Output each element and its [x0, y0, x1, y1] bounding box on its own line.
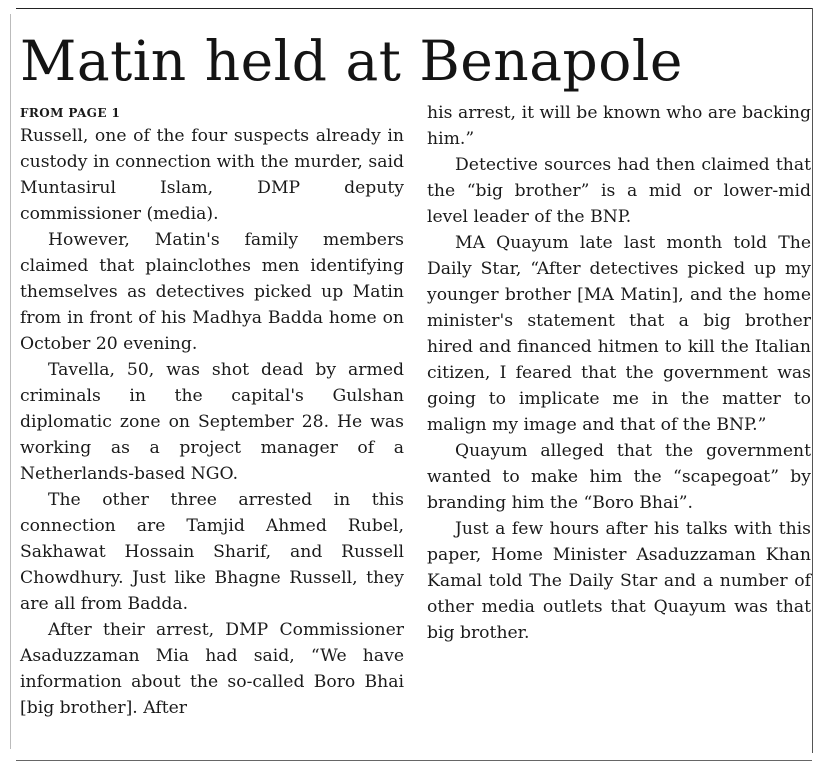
paragraph: his arrest, it will be known who are backing him.”: [427, 103, 811, 149]
paragraph: Russell, one of the four suspects already in custody in connection with the murder, said Muntasirul Islam, DMP deputy commissioner (media).: [20, 126, 404, 224]
paragraph: The other three arrested in this connection are Tamjid Ahmed Rubel, Sakhawat Hossain Sharif, and Russell Chowdhury. Just like Bhagne Russell, they are all from Badda.: [20, 490, 404, 614]
paragraph: After their arrest, DMP Commissioner Asaduzzaman Mia had said, “We have information about the so-called Boro Bhai [big brother]. After: [20, 620, 404, 718]
top-rule: [16, 8, 812, 9]
paragraph: However, Matin's family members claimed that plainclothes men identifying themselves as detectives picked up Matin from in front of his Madhya Badda home on October 20 evening.: [20, 230, 404, 354]
paragraph: Just a few hours after his talks with this paper, Home Minister Asaduzzaman Khan Kamal told The Daily Star and a number of other media outlets that Quayum was that big brother.: [427, 519, 811, 643]
bottom-rule: [16, 760, 812, 761]
right-column: [427, 103, 811, 646]
right-rule: [812, 8, 813, 753]
jump-line: FROM PAGE 1: [20, 106, 121, 120]
paragraph: Tavella, 50, was shot dead by armed criminals in the capital's Gulshan diplomatic zone on September 28. He was working as a project manager of a Netherlands-based NGO.: [20, 360, 404, 484]
paragraph: Quayum alleged that the government wanted to make him the “scapegoat” by branding him the “Boro Bhai”.: [427, 441, 811, 513]
headline: Matin held at Benapole: [20, 29, 683, 93]
paragraph: Detective sources had then claimed that the “big brother” is a mid or lower-mid level leader of the BNP.: [427, 155, 811, 227]
left-edge: [10, 14, 11, 749]
paragraph: MA Quayum late last month told The Daily Star, “After detectives picked up my younger brother [MA Matin], and the home minister's statement that a big brother hired and financed hitmen to kill the Italian citizen, I feared that the government was going to implicate me in the matter to malign my image and that of the BNP.”: [427, 233, 811, 435]
left-column: [20, 106, 404, 721]
